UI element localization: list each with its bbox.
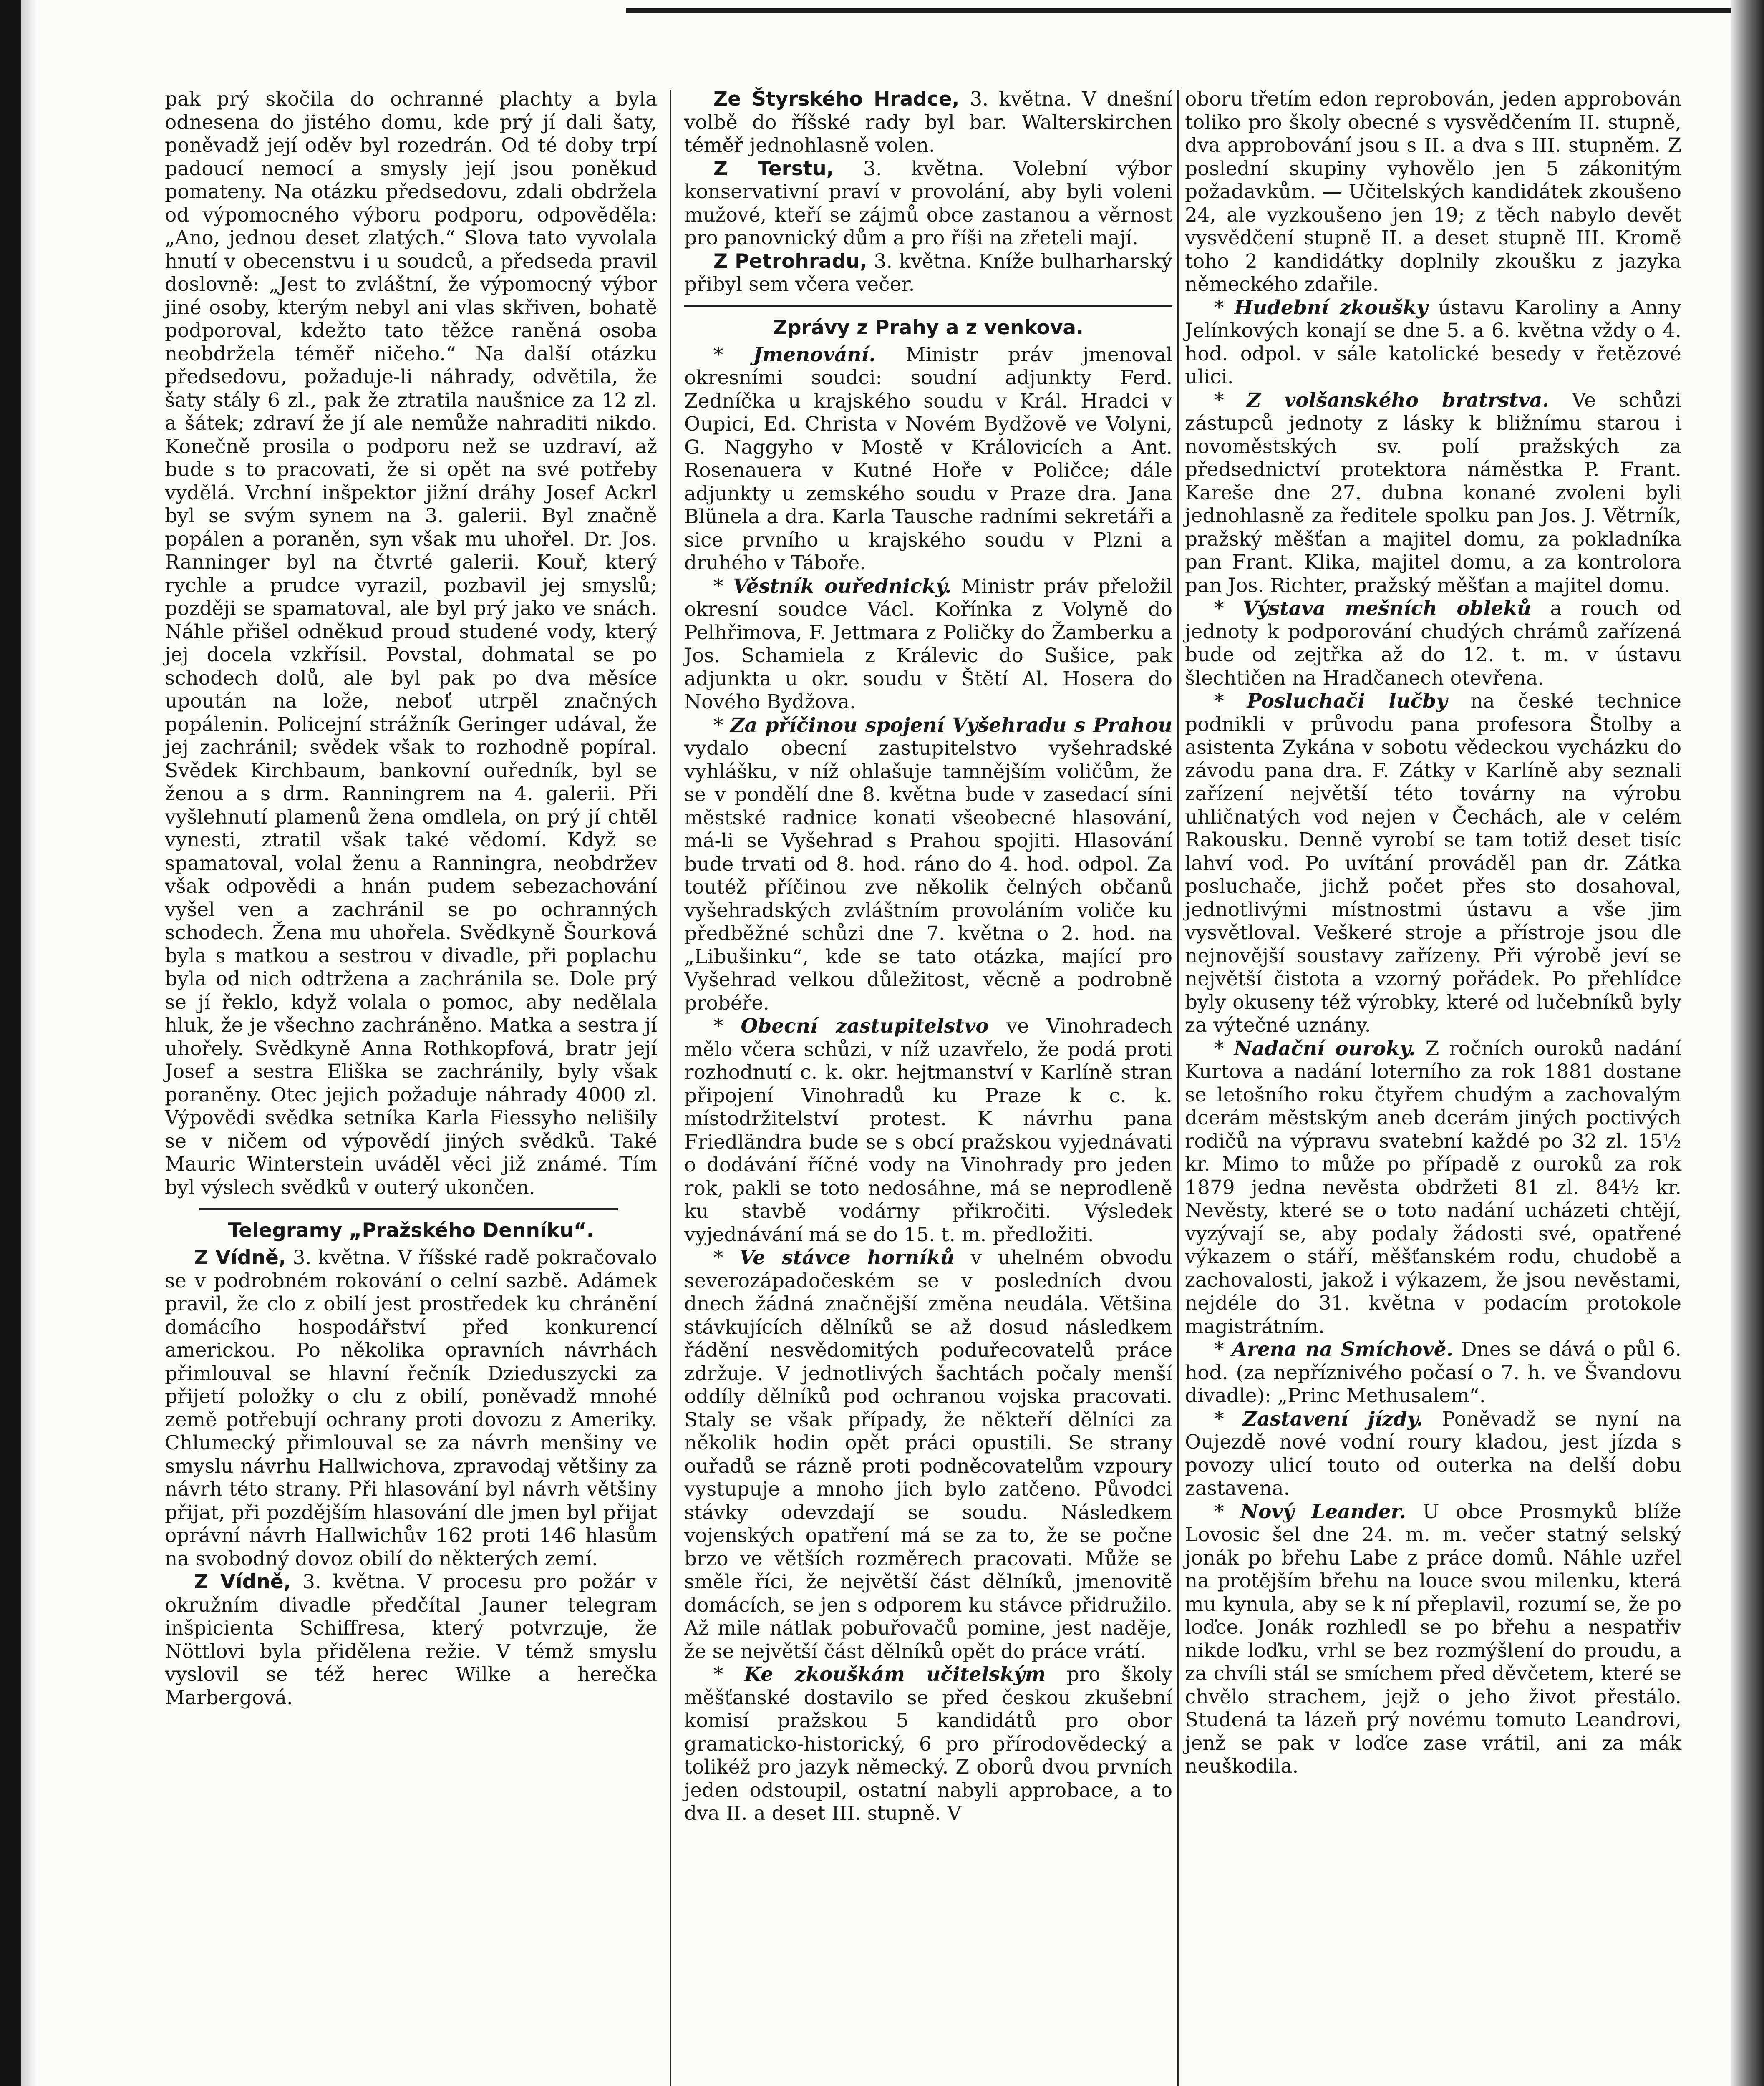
news-rubric: Nový Leander. xyxy=(1240,1500,1406,1523)
telegram-vienna-2 xyxy=(165,1570,657,1709)
telegram-graz xyxy=(684,88,1172,157)
news-rubric: Výstava mešních obleků xyxy=(1242,597,1532,620)
news-rubric: Z volšanského bratrstva. xyxy=(1246,388,1549,412)
news-text: ve Vinohradech mělo včera schůzi, v níž uzavřelo, že podá proti rozhodnutí c. k. okr. hejtmanství v Karlíně stran připojení Vinohradů ku Praze k c. k. místodržitelství protest. K návrhu pana Friedländra bude se s obcí pražskou vyjednávati o dodávání říčné vody na Vinohrady pro jeden rok, pakli se toto nedosáhne, má se neprodleně ku stavbě vodárny přikročiti. Výsledek vyjednávání má se do 15. t. m. předložiti. xyxy=(684,1015,1172,1246)
scan-edge-left xyxy=(0,0,38,2086)
column-2 xyxy=(684,88,1172,1825)
telegram-text: 3. května. Volební výbor konservativní praví v provolání, aby byli voleni mužové, kteří se zájmů obce zastanou a věrnost pro panovnický dům a pro říši na zřeteli mají. xyxy=(684,157,1172,249)
news-text: Dnes se dává o půl 6. hod. (za nepříznivého počasí o 7. h. ve Švandovu divadle): „Princ Methusalem“. xyxy=(1185,1338,1681,1407)
news-text: Ve schůzi zástupců jednoty z lásky k bližnímu starou i novoměstských sv. polí pražských za předsednictví protektora náměstka P. Frant. Kareše dne 27. dubna konané zvoleni byli jednohlasně za ředitele spolku pan Jos. J. Větrník, pražský měšťan a majitel domu, za pokladníka pan Frant. Klika, majitel domu, a za kontrolora pan Jos. Richter, pražský měšťan a majitel domu. xyxy=(1185,388,1681,597)
news-item: * Arena na Smíchově. Dnes se dává o půl 6. hod. (za nepříznivého počasí o 7. h. ve Švandovu divadle): „Princ Methusalem“. xyxy=(1185,1338,1681,1407)
news-item: * Za příčinou spojení Vyšehradu s Prahou vydalo obecní zastupitelstvo vyšehradské vyhlášku, v níž ohlašuje tamnějším voličům, že se v pondělí dne 8. května bude v zasedací síni městské radnice konati všeobecné hlasování, má-li se Vyšehrad s Prahou spojiti. Hlasování bude trvati od 8. hod. ráno do 4. hod. odpol. Za toutéž příčinou zve několik čelných občanů vyšehradských zvláštním provoláním voliče ku předběžné schůzi dne 7. května o 2. hod. na „Libušinku“, kde se tato otázka, mající pro Vyšehrad velkou důležitost, věcně a podrobně probéře. xyxy=(684,713,1172,1015)
news-text: v uhelném obvodu severozápadočeském se v posledních dvou dnech žádná značnější změna neudála. Většina stávkujících dělníků se až dosud následkem řádění nesvědomitých poduřecovatelů práce zdržuje. V jednotlivých šachtách počaly menší oddíly dělníků pod ochranou vojska pracovati. Staly se však případy, že někteří dělníci za několik hodin opět práci opustili. Se strany ouřadů se rázně proti podněcovatelům vzpoury vystupuje a mnoho jich bylo zatčeno. Původci stávky odevzdají se soudu. Následkem vojenských opatření má se za to, že se počne brzo ve větších rozměrech pracovati. Může se směle říci, že největší část dělníků, jmenovitě domácích, se jen s odporem ku stávce přidružilo. Až mile nátlak pobuřovačů pomine, jest naděje, že se největší část dělníků opět do práce vrátí. xyxy=(684,1246,1172,1663)
news-item: * Nadační ouroky. Z ročních ouroků nadání Kurtova a nadání loterního za rok 1881 dostane se letošního roku čtyřem chudým a zachovalým dcerám městským aneb dcerám jiných poctivých rodičů na výpravu svatební každé po 32 zl. 15½ kr. Mimo to může po případě z ouroků za rok 1879 jedna nevěsta obdržeti 81 zl. 84½ kr. Nevěsty, které se o toto nadání ucházeti chtějí, vyzývají se, aby podaly žádosti své, opatřené výkazem o stáří, měšťanském rodu, chudobě a zachovalosti, jakož i výkazem, že jsou nevěstami, nejdéle do 31. května v podacím protokole magistrátním. xyxy=(1185,1037,1681,1338)
news-rubric: Posluchači lučby xyxy=(1247,690,1448,713)
place-name: Z Terstu, xyxy=(713,157,834,180)
news-text: ústavu Karoliny a Anny Jelínkových konají se dne 5. a 6. května vždy o 4. hod. odpol. v sále katolické besedy v řetězové ulici. xyxy=(1185,296,1681,388)
news-text: U obce Prosmyků blíže Lovosic šel dne 24. m. m. večer statný selský jonák po břehu Labe z práce domů. Náhle uzřel na protějším břehu na louce svou milenku, která mu kynula, aby se k ní přeplavil, rozumí se, že po loďce. Jonák rozhledl se po břehu a nespatřiv nikde loďku, vrhl se bez rozmýšlení do proudu, a za chvíli stál se smíchem před děvčetem, které se chvělo strachem, jejž o jeho život přestálo. Studená ta lázeň prý novému tomuto Leandrovi, jenž se pak v loďce zase vrátil, ani za mák neuškodila. xyxy=(1185,1500,1681,1778)
news-heading: Zprávy z Prahy a z venkova. xyxy=(773,316,1084,339)
news-rubric: Nadační ouroky. xyxy=(1234,1037,1416,1060)
news-item: * Obecní zastupitelstvo ve Vinohradech mělo včera schůzi, v níž uzavřelo, že podá proti rozhodnutí c. k. okr. hejtmanství v Karlíně stran připojení Vinohradů ku Praze k c. k. místodržitelství protest. K návrhu pana Friedländra bude se s obcí pražskou vyjednávati o dodávání říčné vody na Vinohrady pro jeden rok, pakli se toto nedosáhne, má se neprodleně ku stavbě vodárny přikročiti. Výsledek vyjednávání má se do 15. t. m. předložiti. xyxy=(684,1015,1172,1246)
news-rubric: Arena na Smíchově. xyxy=(1232,1338,1453,1361)
column-divider-1 xyxy=(670,90,671,2086)
news-item: * Věstník ouřednický. Ministr práv přeložil okresní soudce Václ. Kořínka z Volyně do Pelhřimova, F. Jettmara z Poličky do Žamberku a Jos. Schamiela z Králevic do Sušice, pak adjunkta u okr. soudu v Štětí Al. Hosera do Nového Bydžova. xyxy=(684,574,1172,713)
news-rubric: Jmenování. xyxy=(753,343,876,366)
place-name: Z Vídně, xyxy=(194,1570,291,1593)
column-3 xyxy=(1185,88,1681,1778)
news-text: pro školy měšťanské dostavilo se před českou zkušební komisí pražskou 5 kandidátů pro obor gramaticko-historický, 6 pro přírodovědecký a tolikéž pro jazyk německý. Z oborů dvou prvních jeden odstoupil, ostatní nabyli approbace, a to dva II. a deset III. stupně. V xyxy=(684,1663,1172,1825)
news-item: * Hudební zkoušky ústavu Karoliny a Anny Jelínkových konají se dne 5. a 6. května vždy o 4. hod. odpol. v sále katolické besedy v řetězové ulici. xyxy=(1185,296,1681,388)
place-name: Z Vídně, xyxy=(194,1246,286,1269)
news-text: Ministr práv jmenoval okresními soudci: soudní adjunkty Ferd. Zedníčka u krajského soudu v Král. Hradci v Oupici, Ed. Christa v Novém Bydžově ve Volyni, G. Naggyho v Mostě v Královicích a Ant. Rosenauera v Kutné Hoře v Poličce; dále adjunkty u zemského soudu v Praze drа. Jana Blünela a drа. Karla Tausche radními sekretáři a sice prvního u krajského soudu v Plzni a druhého v Táboře. xyxy=(684,343,1172,574)
news-rubric: Věstník ouřednický. xyxy=(733,574,952,598)
telegram-heading: Telegramy „Pražského Denníku“. xyxy=(228,1219,594,1242)
news-continuation: oboru třetím edon reprobován, jeden approbován toliko pro školy obecné s vysvědčením II. stupně, dva approbování jsou s II. a dva s III. stupněm. Z poslední skupiny vyhovělo jen 5 zákonitým požadavkům. — Učitelských kandidátek zkoušeno 24, ale vyzkoušeno jen 19; z těch nabylo devět vysvědčení stupně II. a deset stupně III. Kromě toho 2 kandidátky doplnily zkoušku z jazyka německého zdařile. xyxy=(1185,88,1681,296)
telegram-vienna-1 xyxy=(165,1246,657,1570)
news-item: * Z volšanského bratrstva. Ve schůzi zástupců jednoty z lásky k bližnímu starou i novoměstských sv. polí pražských za předsednictví protektora náměstka P. Frant. Kareše dne 27. dubna konané zvoleni byli jednohlasně za ředitele spolku pan Jos. J. Větrník, pražský měšťan a majitel domu, za pokladníka pan Frant. Klika, majitel domu, a za kontrolora pan Jos. Richter, pražský měšťan a majitel domu. xyxy=(1185,388,1681,597)
news-text: Poněvadž se nyní na Oujezdě nové vodní roury kladou, jest jízda s povozy ulicí touto od outerka na delší dobu zastavena. xyxy=(1185,1407,1681,1500)
telegram-trieste xyxy=(684,157,1172,250)
column-divider-2 xyxy=(1177,90,1179,2086)
telegram-text: 3. května. V říšské radě pokračovalo se v podrobném rokování o celní sazbě. Adámek pravil, že clo z obilí jest prostředek ku chránění domácího hospodářství před konkurencí americkou. Po několika opravních návrhách přimlouval se hlavní řečník Dzieduszycki za přijetí položky o clu z obilí, poněvadž mnohé země potřebují ochrany proti dovozu z Ameriky. Chlumecký přimlouval se za návrh menšiny ve smyslu návrhu Hallwichova, zpravodaj většiny za návrh této strany. Při hlasování byl návrh většiny přijat, při pozdějším hlasování dle jmen byl přijat oprávní návrh Hallwichův 162 proti 146 hlasům na svobodný dovoz obilí do některých zemí. xyxy=(165,1246,657,1570)
section-divider xyxy=(199,1208,618,1210)
telegram-text: 3. května. V procesu pro požár v okružním divadle předčítal Jauner telegram inšpicienta Schiffresa, který potvrzuje, že Nöttlovi byla přidělena režie. V témž smyslu vyslovil se též herec Wilke a herečka Marbergová. xyxy=(165,1570,657,1709)
telegram-text: 3. května. V dnešní volbě do říšské rady byl bar. Walterskirchen téměř jednohlasně volen. xyxy=(684,88,1172,157)
news-text: na české technice podnikli v průvodu pana profesora Štolby a asistenta Zykána v sobotu vědeckou vycházku do závodu pana drа. F. Zátky v Karlíně aby seznali zařízení největší této továrny na výrobu uhličnatých vod nejen v Čechách, ale v celém Rakousku. Denně vyrobí se tam totiž deset tisíc lahví vod. Po uvítání prováděl pan dr. Zátka posluchače, jichž počet přes sto dosahoval, jednotlivými místnostmi ústavu a vše jim vysvětloval. Veškeré stroje a přístroje jsou dle nejnovější soustavy zařízeny. Při výrobě jeví se největší čistota a vzorný pořádek. Po přehlídce byly okuseny též výrobky, které od lučebníků byly za výtečné uznány. xyxy=(1185,690,1681,1037)
news-rubric: Za příčinou spojení Vyšehradu s Prahou xyxy=(730,713,1172,737)
news-text: vydalo obecní zastupitelstvo vyšehradské vyhlášku, v níž ohlašuje tamnějším voličům, že se v pondělí dne 8. května bude v zasedací síni městské radnice konati všeobecné hlasování, má-li se Vyšehrad s Prahou spojiti. Hlasování bude trvati od 8. hod. ráno do 4. hod. odpol. Za toutéž příčinou zve několik čelných občanů vyšehradských zvláštním provoláním voliče ku předběžné schůzi dne 7. května o 2. hod. na „Libušinku“, kde se tato otázka, mající pro Vyšehrad velkou důležitost, věcně a podrobně probéře. xyxy=(684,737,1172,1015)
news-rubric: Ve stávce horníků xyxy=(739,1246,955,1269)
news-item: * Jmenování. Ministr práv jmenoval okresními soudci: soudní adjunkty Ferd. Zedníčka u krajského soudu v Král. Hradci v Oupici, Ed. Christa v Novém Bydžově ve Volyni, G. Naggyho v Mostě v Královicích a Ant. Rosenauera v Kutné Hoře v Poličce; dále adjunkty u zemského soudu v Praze drа. Jana Blünela a drа. Karla Tausche radními sekretáři a sice prvního u krajského soudu v Plzni a druhého v Táboře. xyxy=(684,343,1172,574)
telegram-text: 3. května. Kníže bulharharský přibyl sem včera večer. xyxy=(684,249,1172,296)
news-rubric: Obecní zastupitelstvo xyxy=(741,1015,989,1038)
news-item: * Nový Leander. U obce Prosmyků blíže Lovosic šel dne 24. m. m. večer statný selský jonák po břehu Labe z práce domů. Náhle uzřel na protějším břehu na louce svou milenku, která mu kynula, aby se k ní přeplavil, rozumí se, že po loďce. Jonák rozhledl se po břehu a nespatřiv nikde loďku, vrhl se bez rozmýšlení do proudu, a za chvíli stál se smíchem před děvčetem, které se chvělo strachem, jejž o jeho život přestálo. Studená ta lázeň prý novému tomuto Leandrovi, jenž se pak v loďce zase vrátil, ani za mák neuškodila. xyxy=(1185,1500,1681,1778)
news-item: * Ke zkouškám učitelským pro školy měšťanské dostavilo se před českou zkušební komisí pražskou 5 kandidátů pro obor gramaticko-historický, 6 pro přírodovědecký a tolikéž pro jazyk německý. Z oborů dvou prvních jeden odstoupil, ostatní nabyli approbace, a to dva II. a deset III. stupně. V xyxy=(684,1663,1172,1825)
news-text: a rouch od jednoty k podporování chudých chrámů zařízená bude od zejtřka až do 12. t. m. v ústavu šlechtičen na Hradčanech otevřena. xyxy=(1185,597,1681,690)
place-name: Ze Štyrského Hradce, xyxy=(713,88,960,111)
news-item: * Zastavení jízdy. Poněvadž se nyní na Oujezdě nové vodní roury kladou, jest jízda s povozy ulicí touto od outerka na delší dobu zastavena. xyxy=(1185,1407,1681,1500)
news-text: Ministr práv přeložil okresní soudce Václ. Kořínka z Volyně do Pelhřimova, F. Jettmara z Poličky do Žamberku a Jos. Schamiela z Králevic do Sušice, pak adjunkta u okr. soudu v Štětí Al. Hosera do Nového Bydžova. xyxy=(684,574,1172,713)
column-1 xyxy=(165,88,657,1709)
news-rubric: Zastavení jízdy. xyxy=(1242,1407,1423,1431)
news-item: * Posluchači lučby na české technice podnikli v průvodu pana profesora Štolby a asistenta Zykána v sobotu vědeckou vycházku do závodu pana drа. F. Zátky v Karlíně aby seznali zařízení největší této továrny na výrobu uhličnatých vod nejen v Čechách, ale v celém Rakousku. Denně vyrobí se tam totiž deset tisíc lahví vod. Po uvítání prováděl pan dr. Zátka posluchače, jichž počet přes sto dosahoval, jednotlivými místnostmi ústavu a vše jim vysvětloval. Veškeré stroje a přístroje jsou dle nejnovější soustavy zařízeny. Při výrobě jeví se největší čistota a vzorný pořádek. Po přehlídce byly okuseny též výrobky, které od lučebníků byly za výtečné uznány. xyxy=(1185,690,1681,1037)
scan-edge-right xyxy=(1731,0,1764,2086)
news-item: * Ve stávce horníků v uhelném obvodu severozápadočeském se v posledních dvou dnech žádná značnější změna neudála. Většina stávkujících dělníků se až dosud následkem řádění nesvědomitých poduřecovatelů práce zdržuje. V jednotlivých šachtách počaly menší oddíly dělníků pod ochranou vojska pracovati. Staly se však případy, že někteří dělníci za několik hodin opět práci opustili. Se strany ouřadů se rázně proti podněcovatelům vzpoury vystupuje a mnoho jich bylo zatčeno. Původci stávky odevzdají se soudu. Následkem vojenských opatření má se za to, že se počne brzo ve větších rozměrech pracovati. Může se směle říci, že největší část dělníků, jmenovitě domácích, se jen s odporem ku stávce přidružilo. Až mile nátlak pobuřovačů pomine, jest naděje, že se největší část dělníků opět do práce vrátí. xyxy=(684,1246,1172,1663)
news-text: Z ročních ouroků nadání Kurtova a nadání loterního za rok 1881 dostane se letošního roku čtyřem chudým a zachovalým dcerám městským aneb dcerám jiných poctivých rodičů na výpravu svatební každé po 32 zl. 15½ kr. Mimo to může po případě z ouroků za rok 1879 jedna nevěsta obdržeti 81 zl. 84½ kr. Nevěsty, které se o toto nadání ucházeti chtějí, vyzývají se, aby podaly žádosti své, opatřené výkazem o stáří, měšťanském rodu, chudobě a zachovalosti, jakož i výkazem, že jsou nevěstami, nejdéle do 31. května v podacím protokole magistrátním. xyxy=(1185,1037,1681,1338)
place-name: Z Petrohradu, xyxy=(713,249,867,273)
telegram-petersburg xyxy=(684,250,1172,296)
section-divider xyxy=(684,305,1172,307)
news-item: * Výstava mešních obleků a rouch od jednoty k podporování chudých chrámů zařízená bude od zejtřka až do 12. t. m. v ústavu šlechtičen na Hradčanech otevřena. xyxy=(1185,597,1681,690)
news-rubric: Ke zkouškám učitelským xyxy=(744,1663,1046,1686)
news-rubric: Hudební zkoušky xyxy=(1234,296,1428,319)
top-rule xyxy=(626,8,1731,13)
trial-report-paragraph: pak prý skočila do ochranné plachty a byla odnesena do jistého domu, kde prý jí dali šaty, poněvadž její oděv byl rozedrán. Od té doby trpí padoucí nemocí a smysly její jsou poněkud pomateny. Na otázku předsedovu, zdali obdržela od výpomocného výboru podporu, odpověděla: „Ano, jednou deset zlatých.“ Slova tato vyvolala hnutí v obecenstvu i u soudců, a předseda pravil doslovně: „Jest to zvláštní, že výpomocný výbor jiné osoby, kterým nebyl ani vlas skřiven, bohatě podporoval, kdežto tato těžce raněná osoba neobdržela téměř ničeho.“ Na další otázku předsedovu, požaduje-li náhrady, odvětila, že šaty stály 6 zl., pak že ztratila naušnice za 12 zl. a šátek; zdraví že jí ale nemůže nahraditi nikdo. Konečně prosila o podporu než se uzdraví, až bude s to pracovati, že si opět na své potřeby vydělá. Vrchní inšpektor jižní dráhy Josef Ackrl byl se svým synem na 3. galerii. Byl značně popálen a poraněn, syn však mu uhořel. Dr. Jos. Ranninger byl na čtvrté galerii. Kouř, který rychle a prudce vyrazil, pozbavil jej smyslů; později se spamatoval, ale byl prý jako ve snách. Náhle přišel odněkud proud studené vody, který jej docela vzkřísil. Povstal, dohmatal se po schodech dolů, ale byl pak po dva měsíce upoután na lože, neboť utrpěl značných popálenin. Policejní strážník Geringer udával, že jej zachránil; svědek však to rozhodně popíral. Svědek Kirchbaum, bankovní ouředník, byl se ženou a s drm. Ranningrem na 4. galerii. Při vyšlehnutí plamenů žena omdlela, on prý jí chtěl vynesti, ztratil však také vědomí. Když se spamatoval, volal ženu a Ranningra, neobdržev však odpovědi a hnán pudem sebezachování vyšel ven a zachránil se po ochranných schodech. Žena mu uhořela. Svědkyně Šourková byla s matkou a sestrou v divadle, při poplachu byla od nich odtržena a zachránila se. Dole prý se jí řeklo, když volala o pomoc, aby nedělala hluk, že je všechno zachráněno. Matka a sestra jí uhořely. Svědkyně Anna Rothkopfová, bratr její Josef a sestra Eliška se zachránily, byly však poraněny. Otec jejich požaduje náhrady 4000 zl. Výpovědi svědka setníka Karla Fiessyho nelišily se v ničem od výpovědí jiných svědků. Také Mauric Winterstein uváděl věci již známé. Tím byl výslech svědků v outerý ukončen. xyxy=(165,88,657,1199)
